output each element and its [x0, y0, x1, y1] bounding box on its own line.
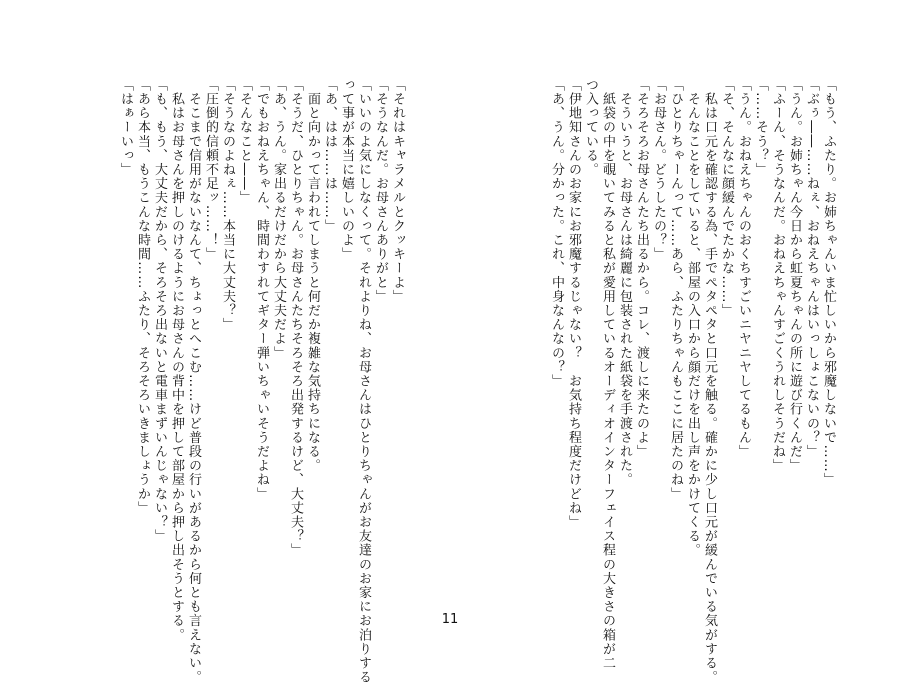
text-column: 「お母さん。どうしたの？」	[651, 78, 666, 262]
text-column: 「いいのよ気にしなくって。それよりね、お母さんはひとりちゃんがお友達のお家にお泊りする	[356, 78, 371, 684]
text-column: 「……そう？」	[753, 78, 768, 177]
text-column: 「ふーん、そうなんだ。おねえちゃんすごくうれしそうだね」	[770, 78, 785, 473]
text-column: 「伊地知さんのお家にお邪魔するじゃない？ お気持ち程度だけどね」	[566, 78, 581, 530]
text-column: 「でもおねえちゃん、時間わすれてギター弾いちゃいそうだよね」	[254, 78, 269, 501]
page-number: 11	[441, 612, 459, 627]
text-column: 「そうだ、ひとりちゃん。お母さんたちそろそろ出発するけど、大丈夫？」	[288, 78, 303, 558]
text-column: 「あ、うん。分かった。これ、中身なんなの？」	[549, 78, 564, 389]
text-column: 「うん。おねえちゃんのおくちすごいニヤニヤしてるもん」	[736, 78, 751, 459]
text-column: 「それはキャラメルとクッキーよ」	[390, 78, 405, 304]
text-column: そういうと、お母さんは綺麗に包装された紙袋を手渡された。	[617, 78, 632, 487]
text-column: 「もう、ふたり。お姉ちゃんいま忙しいから邪魔しないで……」	[821, 78, 836, 487]
text-column: そんなことをしていると、部屋の入口から顔だけを出し声をかけてくる。	[685, 78, 700, 558]
text-column: つ入っている。	[583, 78, 598, 177]
text-column: 「あら本当、もうこんな時間……ふたり、そろそろいきましょうか」	[135, 78, 150, 516]
text-column: 面と向かって言われてしまうと何だか複雑な気持ちになる。	[305, 78, 320, 473]
text-column: 「そうなのよねぇ……本当に大丈夫？」	[220, 78, 235, 332]
text-column: 「ひとりちゃーんって……あら、ふたりちゃんもここに居たのね」	[668, 78, 683, 501]
text-column: 「そうなんだ。お母さんありがと」	[373, 78, 388, 304]
text-column: 「そろそろお母さんたち出るから。コレ、渡しに来たのよ」	[634, 78, 649, 459]
text-column: 「そ、そんなに顔緩んでたかな……」	[719, 78, 734, 318]
text-column: 「ぶぅ――……ねぇ、おねえちゃんはいっしょこないの？」	[804, 78, 819, 459]
text-column: 「うん。お姉ちゃん今日から虹夏ちゃんの所に遊び行くんだ」	[787, 78, 802, 473]
text-column: 「あ、うん。家出るだけだから大丈夫だよ」	[271, 78, 286, 360]
text-column: 「も、もう、大丈夫だから、そろそろ出ないと電車まずいんじゃない？」	[152, 78, 167, 544]
text-column: 「あ、はは……は……」	[322, 78, 337, 234]
text-column: 「圧倒的信頼不足ッ……！」	[203, 78, 218, 262]
text-column: 紙袋の中を覗いてみると私が愛用しているオーディオインターフェイス程の大きさの箱が二	[600, 78, 615, 671]
text-column: 「そんなこと――」	[237, 78, 252, 205]
text-column: 私はお母さんを押しのけるようにお母さんの背中を押して部屋から押し出そうとする。	[169, 78, 184, 642]
text-column: 「はぁーいっ」	[118, 78, 133, 177]
text-column: 私は口元を確認する為、手でペタペタと口元を触る。確かに少し口元が緩んでいる気がする。	[702, 78, 717, 684]
text-column: って事が本当に嬉しいのよ」	[339, 78, 354, 262]
text-column: そこまで信用がないなんて、ちょっとへこむ……けど普段の行いがあるから何とも言えない。	[186, 78, 201, 684]
